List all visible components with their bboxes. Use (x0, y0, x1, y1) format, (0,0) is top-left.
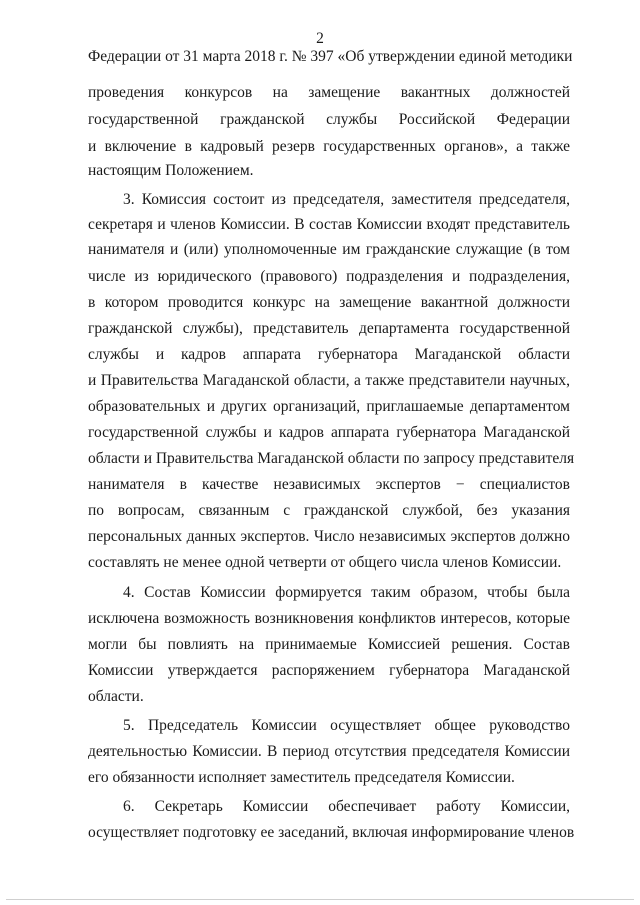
text-line: деятельностью Комиссии. В период отсутствия председателя Комиссии (88, 743, 570, 760)
text-line: и включение в кадровый резерв государственных органов», а также (88, 138, 570, 155)
text-line: нанимателя в качестве независимых экспертов − специалистов (88, 476, 570, 493)
text-line: Федерации от 31 марта 2018 г. № 397 «Об утверждении единой методики (88, 48, 573, 65)
text-line: 4. Состав Комиссии формируется таким образом, чтобы была (123, 584, 570, 601)
text-line: исключена возможность возникновения конфликтов интересов, которые (88, 610, 570, 627)
text-line: его обязанности исполняет заместитель председателя Комиссии. (88, 769, 515, 786)
text-line: и Правительства Магаданской области, а также представители научных, (88, 372, 570, 389)
text-line: в котором проводится конкурс на замещение вакантной должности (88, 294, 570, 311)
text-line: государственной гражданской службы Российской Федерации (88, 111, 570, 128)
text-line: нанимателя и (или) уполномоченные им гражданские служащие (в том (88, 241, 570, 258)
text-line: области и Правительства Магаданской области по запросу представителя (88, 450, 575, 467)
text-line: 5. Председатель Комиссии осуществляет общее руководство (123, 717, 570, 734)
text-line: образовательных и других организаций, приглашаемые департаментом (88, 398, 570, 415)
text-line: могли бы повлиять на принимаемые Комиссией решения. Состав (88, 636, 570, 653)
text-line: 6. Секретарь Комиссии обеспечивает работу Комиссии, (123, 798, 570, 815)
text-line: 3. Комиссия состоит из председателя, заместителя председателя, (123, 191, 570, 208)
text-line: числе из юридического (правового) подразделения и подразделения, (88, 268, 570, 285)
text-line: осуществляет подготовку ее заседаний, включая информирование членов (88, 824, 575, 841)
page-number: 2 (316, 30, 324, 47)
text-line: по вопросам, связанным с гражданской службой, без указания (88, 502, 570, 519)
text-line: персональных данных экспертов. Число независимых экспертов должно (88, 528, 570, 545)
text-line: области. (88, 688, 144, 705)
text-line: гражданской службы), представитель департамента государственной (88, 320, 570, 337)
text-line: настоящим Положением. (88, 162, 254, 179)
text-line: государственной службы и кадров аппарата губернатора Магаданской (88, 424, 570, 441)
page-bottom-edge (6, 899, 634, 900)
text-line: проведения конкурсов на замещение вакантных должностей (88, 84, 570, 101)
text-line: составлять не менее одной четверти от общего числа членов Комиссии. (88, 554, 562, 571)
text-line: секретаря и членов Комиссии. В состав Комиссии входят представитель (88, 216, 570, 233)
text-line: службы и кадров аппарата губернатора Магаданской области (88, 346, 570, 363)
text-line: Комиссии утверждается распоряжением губернатора Магаданской (88, 662, 570, 679)
